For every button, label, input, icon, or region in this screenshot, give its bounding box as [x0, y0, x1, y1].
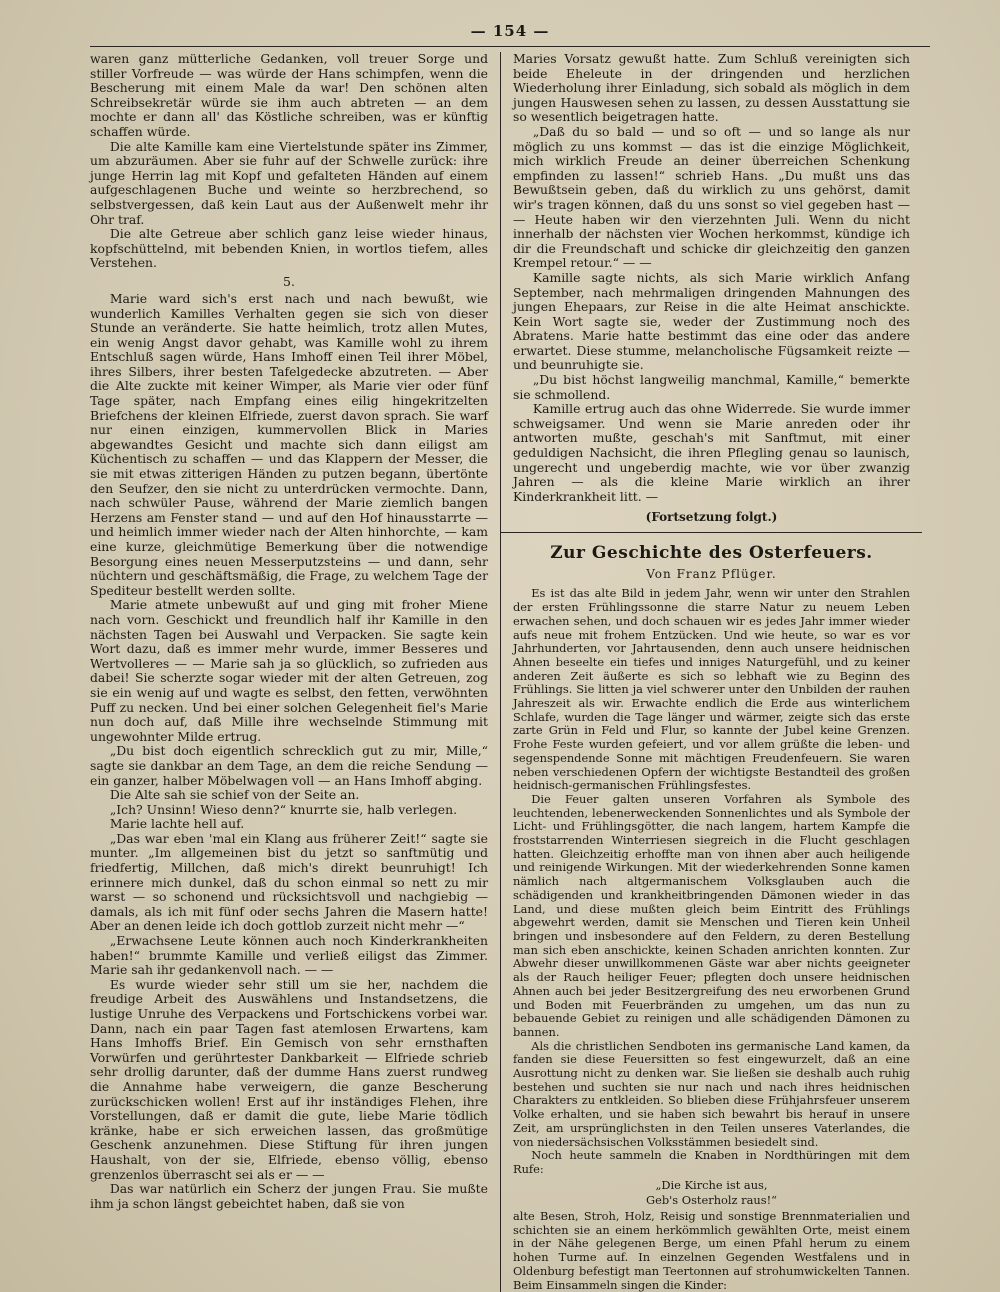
article-byline: Von Franz Pflüger. [646, 567, 777, 582]
left-column [90, 52, 500, 1292]
columns [90, 52, 930, 1292]
story-paragraph: Die Alte sah sie schief von der Seite an. [109, 787, 360, 803]
verse-line: Geb's Osterholz raus!“ [646, 1193, 777, 1208]
verse-line: „Die Kirche ist aus, [655, 1177, 768, 1192]
article-paragraph: Die Feuer galten unseren Vorfahren als Symbole des leuchtenden, lebenerweckenden Sonnenlichtes und als Symbole der Licht- und Frühlingsgötter, die nach langem, hartem Kampfe die froststarrenden Winterriesen siegreich in die Flucht geschlagen hatten. Gleichzeitig erhoffte man von ihnen aber auch heiligende und reinigende Wirkungen. Mit der wiederkehrenden Sonne kamen nämlich nach altgermanischem Volksglauben auch die schädigenden und krankheitbringenden Dämonen wieder in das Land, und diese mußten gleich beim Eintritt des Frühlings abgewehrt werden, damit sie Menschen und Tieren kein Unheil bringen und insbesondere auf den Feldern, zu deren Bestellung man sich eben anschickte, keinen Schaden anrichten konnten. Zur Abwehr dieser unwillkommenen Gäste war aber nichts geeigneter als der Rauch heiliger Feuer; pflegten doch unsere heidnischen Ahnen auch bei jeder Besitzergreifung des neu erworbenen Grund und Boden mit Feuerbränden zu umgehen, um das nun zu bebauende Gebiet zu reinigen und alle schädigenden Dämonen zu bannen. [513, 791, 910, 1039]
story-paragraph: Marie atmete unbewußt auf und ging mit froher Miene nach vorn. Geschickt und freundlich half ihr Kamille in den nächsten Tagen bei Auswahl und Verpacken. Sie sagte kein Wort dazu, daß es immer mehr wurde, immer Besseres und Wertvolleres — — Marie sah ja so glücklich, so zufrieden aus dabei! Sie scherzte sogar wieder mit der alten Getreuen, zog sie ein wenig auf und wagte es selbst, den fetten, verwöhnten Puff zu necken. Und bei einer solchen Gelegenheit fiel's Marie nun doch auf, daß Mille ihre wechselnde Stimmung mit ungewohnter Milde ertrug. [90, 597, 488, 744]
story-paragraph: Marie ward sich's erst nach und nach bewußt, wie wunderlich Kamilles Verhalten gegen sie sich von dieser Stunde an veränderte. Sie hatte heimlich, trotz allen Mutes, ein wenig Angst davor gehabt, was Kamille wohl zu ihrem Entschluß sagen würde, Hans Imhoff einen Teil ihrer Möbel, ihres Silbers, ihrer besten Tafelgedecke abzutreten. — Aber die Alte zuckte mit keiner Wimper, als Marie vier oder fünf Tage später, nach Empfang eines eilig hingekritzelten Briefchens der kleinen Elfriede, zuerst davon sprach. Sie warf nur einen einzigen, kummervollen Blick in Maries abgewandtes Gesicht und machte sich dann eiligst am Küchentisch zu schaffen — und das Klappern der Messer, die sie mit etwas zitterigen Händen zu putzen begann, übertönte den Seufzer, den sie nicht zu unterdrücken vermochte. Dann, nach schwüler Pause, während der Marie ziemlich bangen Herzens am Fenster stand — und auf den Hof hinausstarrte — und heimlich immer wieder nach der Alten hinhorchte, — kam eine kurze, gleichmütige Bemerkung über die notwendige Besorgung eines neuen Messerputzsteins — und dann, sehr nüchtern und geschäftsmäßig, die Frage, zu welchem Tage der Spediteur bestellt werden sollte. [90, 290, 488, 598]
story-paragraph: Maries Vorsatz gewußt hatte. Zum Schluß vereinigten sich beide Eheleute in der dringenden und herzlichen Wiederholung ihrer Einladung, sich sobald als möglich in dem jungen Hauswesen sehen zu lassen, zu dessen Ausstattung sie so wesentlich beigetragen hatte. [513, 51, 910, 125]
header-rule [90, 46, 930, 47]
story-paragraph: Die alte Getreue aber schlich ganz leise wieder hinaus, kopfschüttelnd, mit bebenden Knien, in wortlos tiefem, alles Verstehen. [90, 226, 488, 271]
page-number: — 154 — [470, 22, 550, 40]
article-paragraph: Es ist das alte Bild in jedem Jahr, wenn wir unter den Strahlen der ersten Frühlingssonne die starre Natur zu neuem Leben erwachen sehen, und doch schauen wir es jedes Jahr immer wieder aufs neue mit frohem Entzücken. Und wie heute, so war es vor Jahrhunderten, vor Jahrtausenden, denn auch unsere heidnischen Ahnen beseelte ein tiefes und inniges Naturgefühl, und zu keiner anderen Zeit äußerte es sich so lebhaft wie zu Beginn des Frühlings. Sie litten ja viel schwerer unter den Unbilden der rauhen Jahreszeit als wir. Erwachte endlich die Erde aus winterlichem Schlafe, wurden die Tage länger und wärmer, zeigte sich das erste zarte Grün in Feld und Flur, so kannte der Jubel keine Grenzen. Frohe Feste wurden gefeiert, und vor allem grüßte die leben- und segenspendende Sonne mit mächtigen Freudenfeuern. Sie waren neben verschiedenen Opfern der wichtigste Bestandteil des großen heidnisch-germanischen Frühlingsfestes. [513, 586, 910, 793]
article-paragraph: alte Besen, Stroh, Holz, Reisig und sonstige Brennmaterialien und schichten sie an einem herkömmlich gewählten Orte, meist einem in der Nähe gelegenen Berge, um einen Pfahl herum zu einem hohen Turme auf. In einzelnen Gegenden Westfalens und in Oldenburg befestigt man Teertonnen auf strohumwickelten Tannen. Beim Einsammeln singen die Kinder: [513, 1209, 910, 1292]
story-paragraph: „Das war eben 'mal ein Klang aus früherer Zeit!“ sagte sie munter. „Im allgemeinen bist du jetzt so sanftmütig und friedfertig, Millchen, daß mich's direkt beunruhigt! Ich erinnere mich dunkel, daß du schon einmal so nett zu mir warst — so schonend und rücksichtsvoll und nachgiebig — damals, als ich mit fünf oder sechs Jahren die Masern hatte! Aber an denen leide ich doch gottlob zurzeit nicht mehr —“ [90, 830, 488, 934]
story-paragraph: Kamille sagte nichts, als sich Marie wirklich Anfang September, nach mehrmaligen dringenden Mahnungen des jungen Ehepaars, zur Reise in die alte Heimat anschickte. Kein Wort sagte sie, weder der Zustimmung noch des Abratens. Marie hatte bestimmt das eine oder das andere erwartet. Diese stumme, melancholische Fügsamkeit reizte — und beunruhigte sie. [513, 269, 910, 373]
article-paragraph: Als die christlichen Sendboten ins germanische Land kamen, da fanden sie diese Feuersitten so fest eingewurzelt, daß an eine Ausrottung nicht zu denken war. Sie ließen sie deshalb auch ruhig bestehen und suchten sie nur nach und nach ihres heidnischen Charakters zu entkleiden. So blieben diese Frühjahrsfeuer unserem Volke erhalten, und sie haben sich bewahrt bis herauf in unsere Zeit, am ursprünglichsten in den Teilen unseres Vaterlandes, die von niedersächsischen Volksstämmen besiedelt sind. [513, 1038, 910, 1149]
continuation-note: (Fortsetzung folgt.) [645, 510, 778, 525]
section-number: 5. [283, 273, 295, 289]
section-divider [501, 532, 922, 533]
story-paragraph: „Du bist höchst langweilig manchmal, Kamille,“ bemerkte sie schmollend. [513, 372, 910, 402]
story-paragraph: Das war natürlich ein Scherz der jungen Frau. Sie mußte ihm ja schon längst gebeichtet haben, daß sie von [90, 1181, 488, 1211]
story-paragraph: „Erwachsene Leute können auch noch Kinderkrankheiten haben!“ brummte Kamille und verließ eiligst das Zimmer. Marie sah ihr gedankenvoll nach. — — [90, 933, 488, 978]
right-column [500, 52, 910, 1292]
story-paragraph: „Daß du so bald — und so oft — und so lange als nur möglich zu uns kommst — das ist die einzige Möglichkeit, mich wirklich Freude an deiner überreichen Schenkung empfinden zu lassen!“ schrieb Hans. „Du mußt uns das Bewußtsein geben, daß du wirklich zu uns gehörst, damit wir's tragen können, daß du uns sonst so viel gegeben hast — — Heute haben wir den vierzehnten Juli. Wenn du nicht innerhalb der nächsten vier Wochen herkommst, kündige ich dir die Freundschaft und schicke dir gleichzeitig den ganzen Krempel retour.“ — — [513, 123, 910, 271]
story-paragraph: Marie lachte hell auf. [109, 816, 245, 832]
article-paragraph: Noch heute sammeln die Knaben in Nordthüringen mit dem Rufe: [513, 1148, 910, 1176]
story-paragraph: Es wurde wieder sehr still um sie her, nachdem die freudige Arbeit des Auswählens und Instandsetzens, die lustige Unruhe des Verpackens und Fortschickens vorbei war. Dann, nach ein paar Tagen fast atemlosen Erwartens, kam Hans Imhoffs Brief. Ein Gemisch von sehr ernsthaften Vorwürfen und gerührtester Dankbarkeit — Elfriede schrieb sehr drollig darunter, daß der dumme Hans zuerst rundweg die Annahme habe verweigern, die ganze Bescherung zurückschicken wollen! Erst auf ihr inständiges Flehen, ihre Vorstellungen, daß er damit die gute, liebe Marie tödlich kränke, habe er sich erweichen lassen, das großmütige Geschenk anzunehmen. Diese Stiftung für ihren jungen Haushalt, von der sie, Elfriede, ebenso völlig, ebenso grenzenlos überrascht sei als er — — [90, 976, 488, 1182]
article-title: Zur Geschichte des Osterfeuers. [550, 543, 873, 564]
story-paragraph: „Ich? Unsinn! Wieso denn?“ knurrte sie, halb verlegen. [109, 801, 458, 817]
story-paragraph: waren ganz mütterliche Gedanken, voll treuer Sorge und stiller Vorfreude — was würde der Hans schimpfen, wenn die Bescherung mit einem Male da war! Den schönen alten Schreibsekretär würde sie ihm auch abtreten — an dem mochte er dann all' das Köstliche schreiben, was er künftig schaffen würde. [90, 51, 488, 139]
story-paragraph: Kamille ertrug auch das ohne Widerrede. Sie wurde immer schweigsamer. Und wenn sie Marie anreden oder ihr antworten mußte, geschah's mit Sanftmut, mit einer geduldigen Nachsicht, die ihren Pflegling genau so launisch, ungerecht und ungeberdig machte, wie vor über zwanzig Jahren — als die kleine Marie wirklich an ihrer Kinderkrankheit litt. — [513, 401, 910, 504]
story-paragraph: „Du bist doch eigentlich schrecklich gut zu mir, Mille,“ sagte sie dankbar an dem Tage, an dem die reiche Sendung — ein ganzer, halber Möbelwagen voll — an Hans Imhoff abging. [90, 743, 488, 788]
story-paragraph: Die alte Kamille kam eine Viertelstunde später ins Zimmer, um abzuräumen. Aber sie fuhr auf der Schwelle zurück: ihre junge Herrin lag mit Kopf und gefalteten Händen auf einem aufgeschlagenen Buche und weinte so herzbrechend, so selbstvergessen, daß kein Laut aus der Außenwelt mehr ihr Ohr traf. [90, 138, 488, 227]
